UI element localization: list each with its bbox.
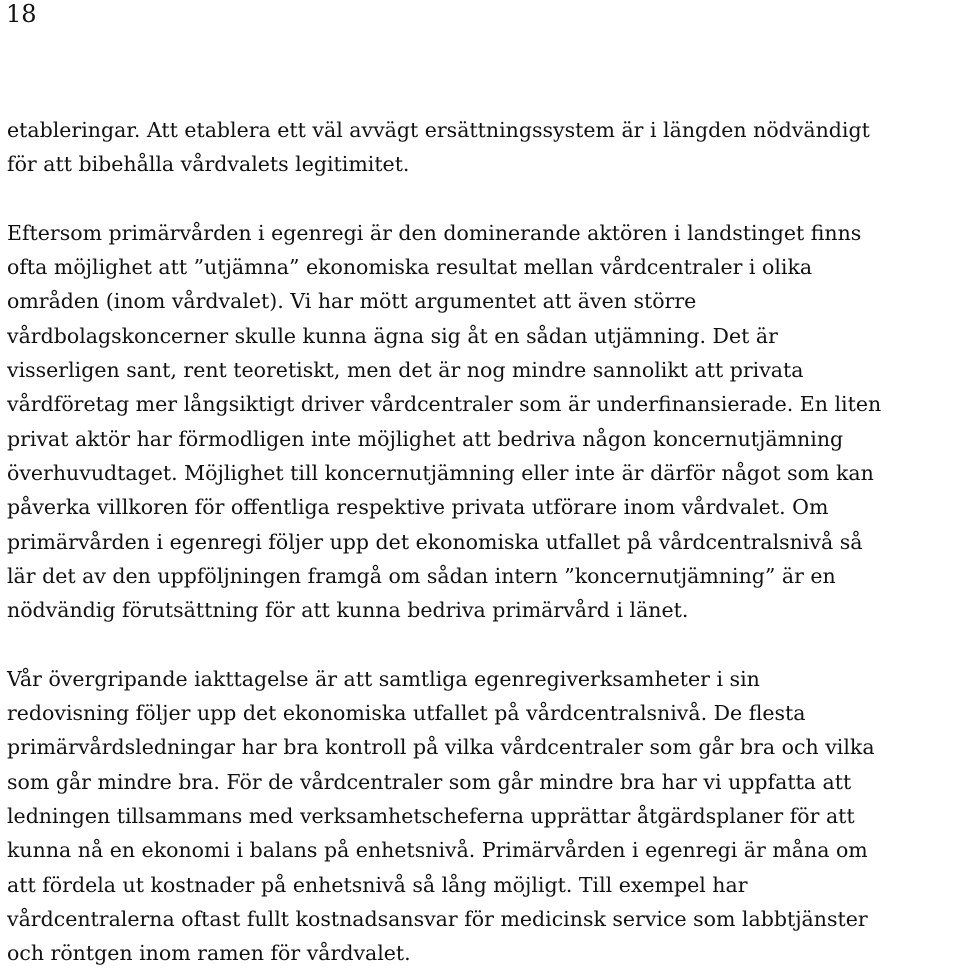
paragraph-gap — [7, 627, 957, 661]
text-line: att fördela ut kostnader på enhetsnivå så lång möjligt. Till exempel har — [7, 872, 748, 897]
text-line: primärvården i egenregi följer upp det ekonomiska utfallet på vårdcentralsnivå så — [7, 529, 863, 554]
text-line: nödvändig förutsättning för att kunna bedriva primärvård i länet. — [7, 598, 689, 623]
text-line: påverka villkoren för offentliga respektive privata utförare inom vårdvalet. Om — [7, 495, 829, 520]
text-line: vårdföretag mer långsiktigt driver vårdcentraler som är underfinansierade. En liten — [7, 392, 882, 417]
text-line: privat aktör har förmodligen inte möjlighet att bedriva någon koncernutjämning — [7, 426, 844, 451]
paragraph-gap — [7, 182, 957, 216]
text-line: områden (inom vårdvalet). Vi har mött argumentet att även större — [7, 289, 697, 314]
text-line: visserligen sant, rent teoretiskt, men det är nog mindre sannolikt att privata — [7, 358, 804, 383]
text-line: redovisning följer upp det ekonomiska utfallet på vårdcentralsnivå. De flesta — [7, 701, 806, 726]
text-line: vårdbolagskoncerner skulle kunna ägna sig åt en sådan utjämning. Det är — [7, 323, 778, 348]
text-line: Vår övergripande iakttagelse är att samtliga egenregiverksamheter i sin — [7, 666, 760, 691]
text-line: lär det av den uppföljningen framgå om sådan intern ”koncernutjämning” är en — [7, 563, 836, 588]
page-number: 18 — [6, 0, 37, 28]
paragraph-3 — [7, 662, 957, 971]
text-line: som går mindre bra. För de vårdcentraler som går mindre bra har vi uppfatta att — [7, 769, 852, 794]
text-line: och röntgen inom ramen för vårdvalet. — [7, 941, 411, 966]
paragraph-1 — [7, 113, 957, 182]
text-line: vårdcentralerna oftast fullt kostnadsansvar för medicinsk service som labbtjänster — [7, 906, 868, 931]
text-line: primärvårdsledningar har bra kontroll på vilka vårdcentraler som går bra och vilka — [7, 735, 875, 760]
paragraph-2 — [7, 216, 957, 628]
text-line: ledningen tillsammans med verksamhetscheferna upprättar åtgärdsplaner för att — [7, 803, 855, 828]
text-line: för att bibehålla vårdvalets legitimitet. — [7, 152, 410, 177]
text-line: etableringar. Att etablera ett väl avvägt ersättningssystem är i längden nödvändigt — [7, 118, 870, 142]
text-line: Eftersom primärvården i egenregi är den dominerande aktören i landstinget finns — [7, 220, 862, 245]
text-line: kunna nå en ekonomi i balans på enhetsnivå. Primärvården i egenregi är måna om — [7, 838, 868, 863]
text-line: överhuvudtaget. Möjlighet till koncernutjämning eller inte är därför något som kan — [7, 460, 874, 485]
text-line: ofta möjlighet att ”utjämna” ekonomiska resultat mellan vårdcentraler i olika — [7, 255, 813, 280]
document-body — [7, 113, 957, 970]
